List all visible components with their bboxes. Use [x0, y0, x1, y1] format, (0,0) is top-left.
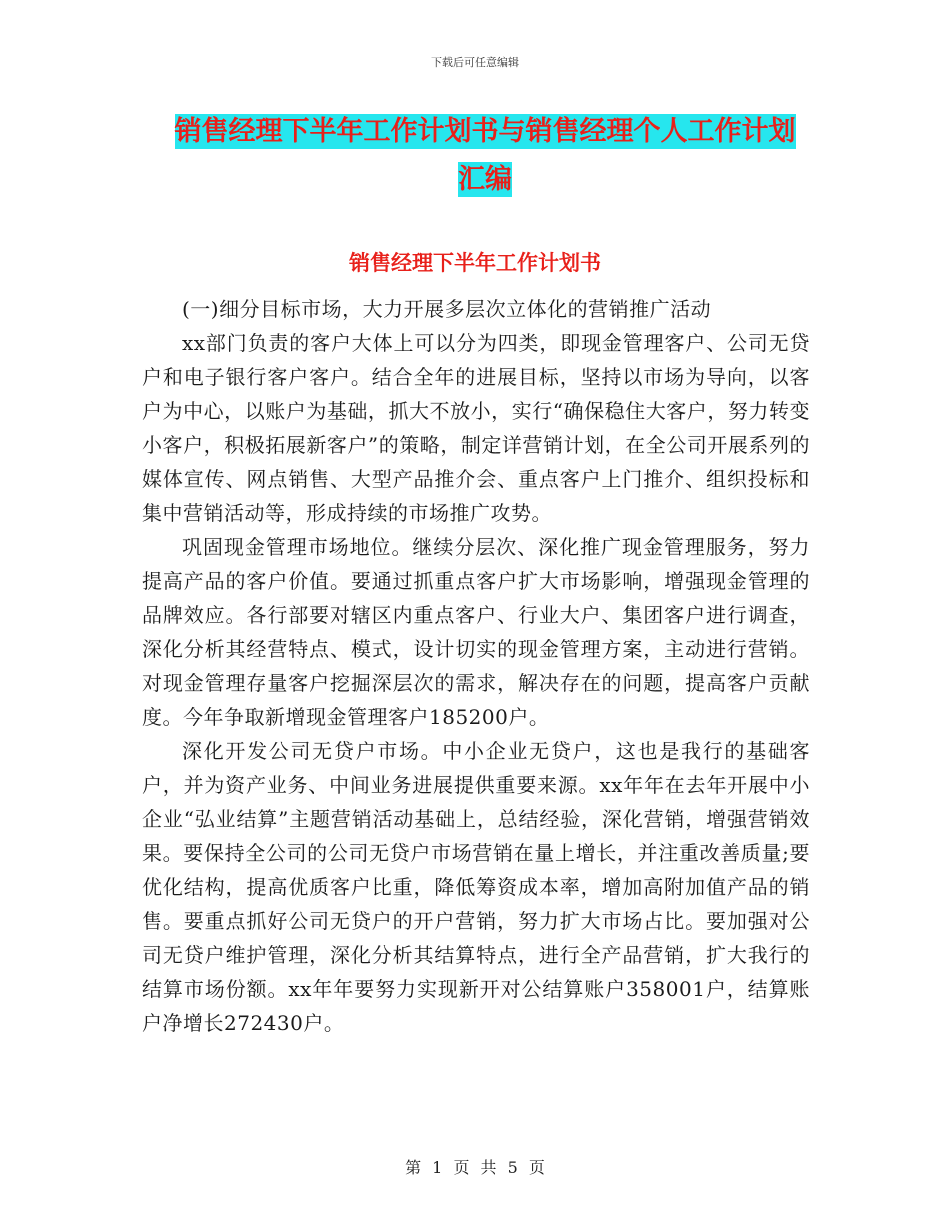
page-footer: 第 1 页 共 5 页 — [405, 1158, 545, 1177]
paragraph: 深化开发公司无贷户市场。中小企业无贷户，这也是我行的基础客户，并为资产业务、中间业务进展提供重要来源。xx年年在去年开展中小企业“弘业结算”主题营销活动基础上，总结经验，深化营销，增强营销效果。要保持全公司的公司无贷户市场营销在量上增长，并注重改善质量;要优化结构，提高优质客户比重，降低筹资成本率，增加高附加值产品的销售。要重点抓好公司无贷户的开户营销，努力扩大市场占比。要加强对公司无贷户维护管理，深化分析其结算特点，进行全产品营销，扩大我行的结算市场份额。xx年年要努力实现新开对公结算账户358001户，结算账户净增长272430户。 — [142, 739, 810, 1035]
section-title: 销售经理下半年工作计划书 — [349, 251, 601, 275]
paragraph: xx部门负责的客户大体上可以分为四类，即现金管理客户、公司无贷户和电子银行客户客户。结合全年的进展目标，坚持以市场为导向，以客户为中心，以账户为基础，抓大不放小，实行“确保稳住大客户，努力转变小客户，积极拓展新客户”的策略，制定详营销计划，在全公司开展系列的媒体宣传、网点销售、大型产品推介会、重点客户上门推介、组织投标和集中营销活动等，形成持续的市场推广攻势。 — [142, 331, 810, 525]
paragraph-heading: (一)细分目标市场，大力开展多层次立体化的营销推广活动 — [182, 297, 712, 321]
header-note: 下载后可任意编辑 — [431, 56, 519, 69]
paragraph: 巩固现金管理市场地位。继续分层次、深化推广现金管理服务，努力提高产品的客户价值。要通过抓重点客户扩大市场影响，增强现金管理的品牌效应。各行部要对辖区内重点客户、行业大户、集团客户进行调查，深化分析其经营特点、模式，设计切实的现金管理方案，主动进行营销。对现金管理存量客户挖掘深层次的需求，解决存在的问题，提高客户贡献度。今年争取新增现金管理客户185200户。 — [142, 535, 810, 729]
document-body — [142, 292, 810, 1040]
document-title-line-1: 销售经理下半年工作计划书与销售经理个人工作计划 — [174, 116, 796, 147]
document-title — [140, 108, 830, 204]
document-title-line-2: 汇编 — [458, 164, 512, 195]
